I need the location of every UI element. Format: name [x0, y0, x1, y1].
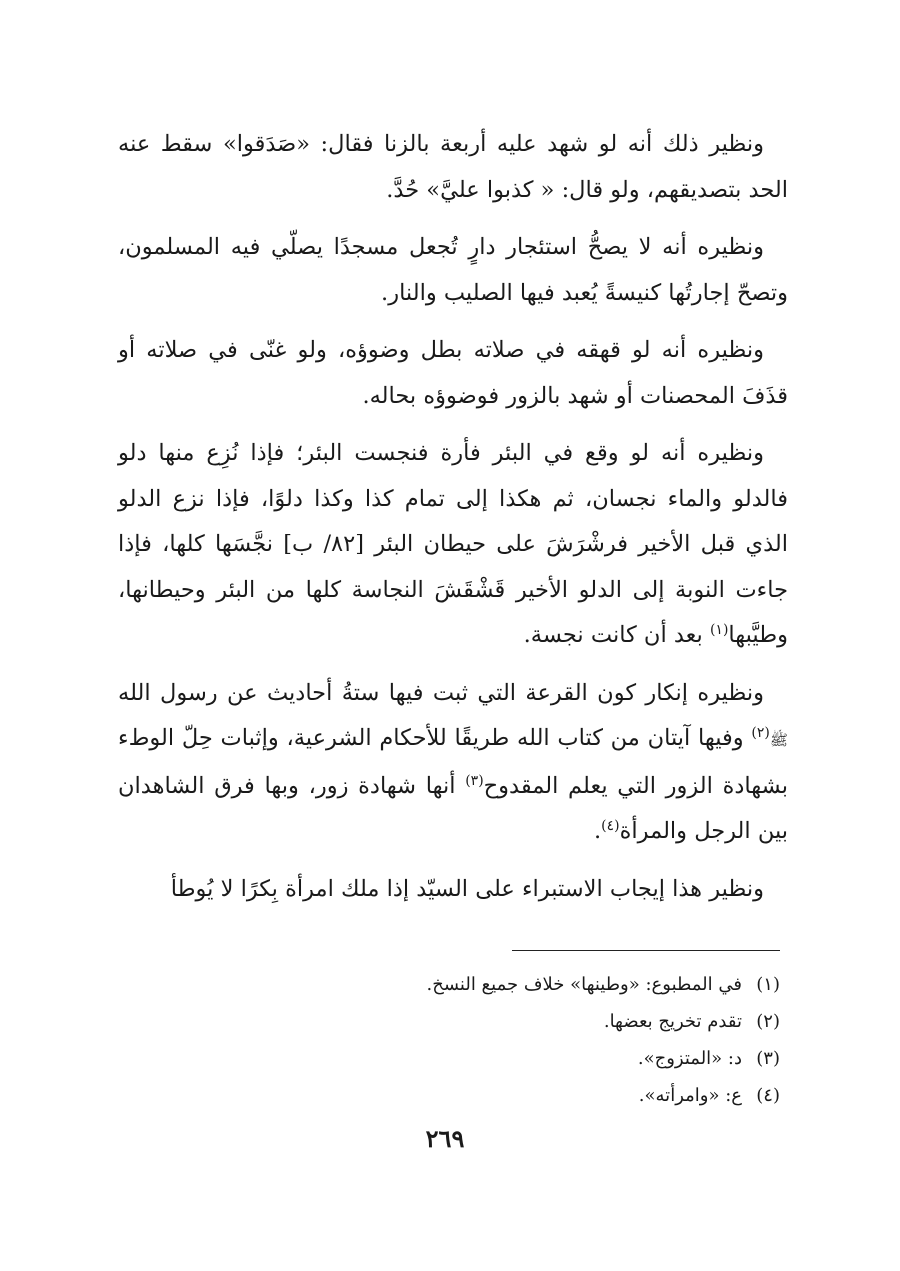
paragraph-1	[118, 122, 788, 213]
paragraph-1-text: ونظير ذلك أنه لو شهد عليه أربعة بالزنا فقال: «صَدَقوا» سقط عنه الحد بتصديقهم، ولو قال: « كذبوا عليَّ» حُدَّ.	[118, 131, 788, 203]
footnote-2-number: (٢)	[756, 1011, 780, 1032]
paragraph-5-text-before: ونظيره إنكار كون القرعة التي ثبت فيها ستةُ أحاديث عن رسول الله	[118, 679, 764, 706]
footnotes-list	[300, 966, 780, 1114]
paragraph-2-text: ونظيره أنه لا يصحُّ استئجار دارٍ تُجعل مسجدًا يصلّي فيه المسلمون، وتصحّ إجارتُها كنيسةً يُعبد فيها الصليب والنار.	[118, 234, 788, 306]
footnote-3-number: (٣)	[756, 1048, 780, 1069]
footnote-2	[300, 1003, 780, 1040]
paragraph-4-text-before: ونظيره أنه لو وقع في البئر فأرة فنجست البئر؛ فإذا نُزِع منها دلو فالدلو والماء نجسان، ثم هكذا إلى تمام كذا وكذا دلوًا، فإذا نزع الدلو الذي قبل الأخير فرشْرَشَ على حيطان البئر [٨٢/ ب] نجَّسَها كلها، فإذا جاءت النوبة إلى الدلو الأخير قَشْقَشَ النجاسة كلها من البئر وحيطانها، وطيَّبها	[118, 440, 788, 648]
paragraph-6-text: ونظير هذا إيجاب الاستبراء على السيّد إذا ملك امرأة بِكرًا لا يُوطأ	[170, 875, 764, 902]
paragraph-3-text: ونظيره أنه لو قهقه في صلاته بطل وضوؤه، ولو غنّى في صلاته أو قذَفَ المحصنات أو شهد بالزور فوضوؤه بحاله.	[118, 337, 788, 409]
footnote-ref-3[interactable]: (٣)	[465, 772, 484, 789]
footnote-4-number: (٤)	[756, 1085, 780, 1106]
footnote-1	[300, 966, 780, 1003]
footnote-4	[300, 1077, 780, 1114]
paragraph-5-text-mid2: أنها شهادة زور، وبها فرق الشاهدان بين الرجل والمرأة	[118, 772, 788, 844]
footnote-2-text: تقدم تخريج بعضها.	[603, 1011, 742, 1032]
footnote-4-text: ع: «وامرأته».	[638, 1085, 742, 1106]
paragraph-5-text-mid1: وفيها آيتان من كتاب الله طريقًا للأحكام الشرعية، وإثبات حِلّ الوطء بشهادة الزور التي يعلم المقدوح	[118, 725, 788, 799]
footnote-separator	[512, 950, 780, 951]
footnote-3	[300, 1040, 780, 1077]
page-number: ٢٦٩	[425, 1124, 465, 1153]
paragraph-6	[118, 867, 788, 913]
paragraph-3	[118, 328, 788, 419]
footnote-ref-4[interactable]: (٤)	[601, 818, 620, 834]
footnote-1-text: في المطبوع: «وطينها» خلاف جميع النسخ.	[426, 974, 742, 995]
footnote-3-text: د: «المتزوج».	[637, 1048, 742, 1069]
paragraph-5	[118, 671, 788, 855]
paragraph-2	[118, 225, 788, 316]
footnote-ref-1[interactable]: (١)	[709, 622, 729, 638]
footnote-1-number: (١)	[756, 974, 780, 995]
main-text	[118, 122, 788, 924]
paragraph-5-text-after: .	[593, 818, 602, 844]
salawat-ligature: ﷺ	[769, 731, 788, 749]
paragraph-4-text-after: بعد أن كانت نجسة.	[523, 622, 710, 648]
footnote-ref-2[interactable]: (٢)	[751, 725, 770, 741]
paragraph-4	[118, 431, 788, 659]
